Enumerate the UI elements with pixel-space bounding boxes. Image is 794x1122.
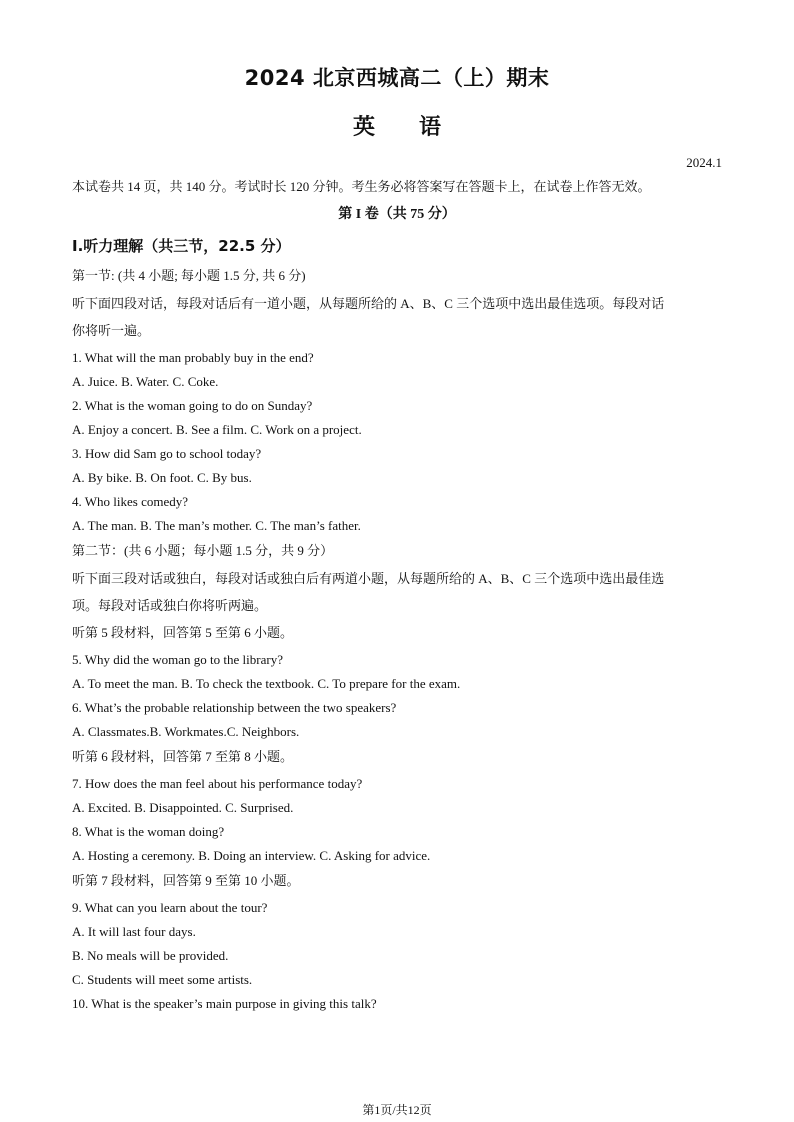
subject-title: 英语 <box>352 115 485 140</box>
part1-title: 第一节: (共 4 小题; 每小题 1.5 分, 共 6 分) <box>72 268 306 283</box>
question-10: 10. What is the speaker’s main purpose in giving this talk? <box>72 996 377 1011</box>
part2-title: 第二节：(共 6 小题；每小题 1.5 分，共 9 分） <box>72 543 334 558</box>
question-1-options: A. Juice. B. Water. C. Coke. <box>72 374 219 389</box>
question-1: 1. What will the man probably buy in the end? <box>72 350 314 365</box>
exam-instructions: 本试卷共 14 页，共 140 分。考试时长 120 分钟。考生务必将答案写在答题卡上，在试卷上作答无效。 <box>72 179 651 194</box>
question-9: 9. What can you learn about the tour? <box>72 900 268 915</box>
volume-title: 第 I 卷（共 75 分） <box>338 207 456 222</box>
question-2: 2. What is the woman going to do on Sunday? <box>72 398 313 413</box>
question-9-option-c: C. Students will meet some artists. <box>72 972 253 987</box>
question-2-options: A. Enjoy a concert. B. See a film. C. Work on a project. <box>72 422 362 437</box>
question-7: 7. How does the man feel about his performance today? <box>72 776 363 791</box>
question-8-options: A. Hosting a ceremony. B. Doing an interview. C. Asking for advice. <box>72 848 431 863</box>
part1-instructions-line2: 你将听一遍。 <box>72 323 151 338</box>
part2-instructions-line1: 听下面三段对话或独白，每段对话或独白后有两道小题，从每题所给的 A、B、C 三个选项中选出最佳选 <box>72 571 665 586</box>
question-4: 4. Who likes comedy? <box>72 494 189 509</box>
question-4-options: A. The man. B. The man’s mother. C. The man’s father. <box>72 518 361 533</box>
page-title: 2024 北京西城高二（上）期末 <box>244 66 550 90</box>
question-6-options: A. Classmates.B. Workmates.C. Neighbors. <box>72 724 300 739</box>
page-number: 第1页/共12页 <box>362 1103 432 1117</box>
question-5: 5. Why did the woman go to the library? <box>72 652 283 667</box>
question-3-options: A. By bike. B. On foot. C. By bus. <box>72 470 252 485</box>
question-7-options: A. Excited. B. Disappointed. C. Surprised. <box>72 800 294 815</box>
material-5-note: 听第 5 段材料，回答第 5 至第 6 小题。 <box>72 625 294 640</box>
material-6-note: 听第 6 段材料，回答第 7 至第 8 小题。 <box>72 749 294 764</box>
part2-instructions-line2: 项。每段对话或独白你将听两遍。 <box>72 598 268 613</box>
question-9-option-b: B. No meals will be provided. <box>72 948 229 963</box>
question-9-option-a: A. It will last four days. <box>72 924 196 939</box>
question-3: 3. How did Sam go to school today? <box>72 446 262 461</box>
question-8: 8. What is the woman doing? <box>72 824 225 839</box>
part1-instructions-line1: 听下面四段对话，每段对话后有一道小题，从每题所给的 A、B、C 三个选项中选出最佳选项。每段对话 <box>72 296 665 311</box>
material-7-note: 听第 7 段材料，回答第 9 至第 10 小题。 <box>72 873 300 888</box>
section-heading-listening: Ⅰ.听力理解（共三节，22.5 分） <box>72 237 291 255</box>
question-6: 6. What’s the probable relationship between the two speakers? <box>72 700 397 715</box>
question-5-options: A. To meet the man. B. To check the textbook. C. To prepare for the exam. <box>72 676 461 691</box>
exam-date: 2024.1 <box>686 155 722 170</box>
